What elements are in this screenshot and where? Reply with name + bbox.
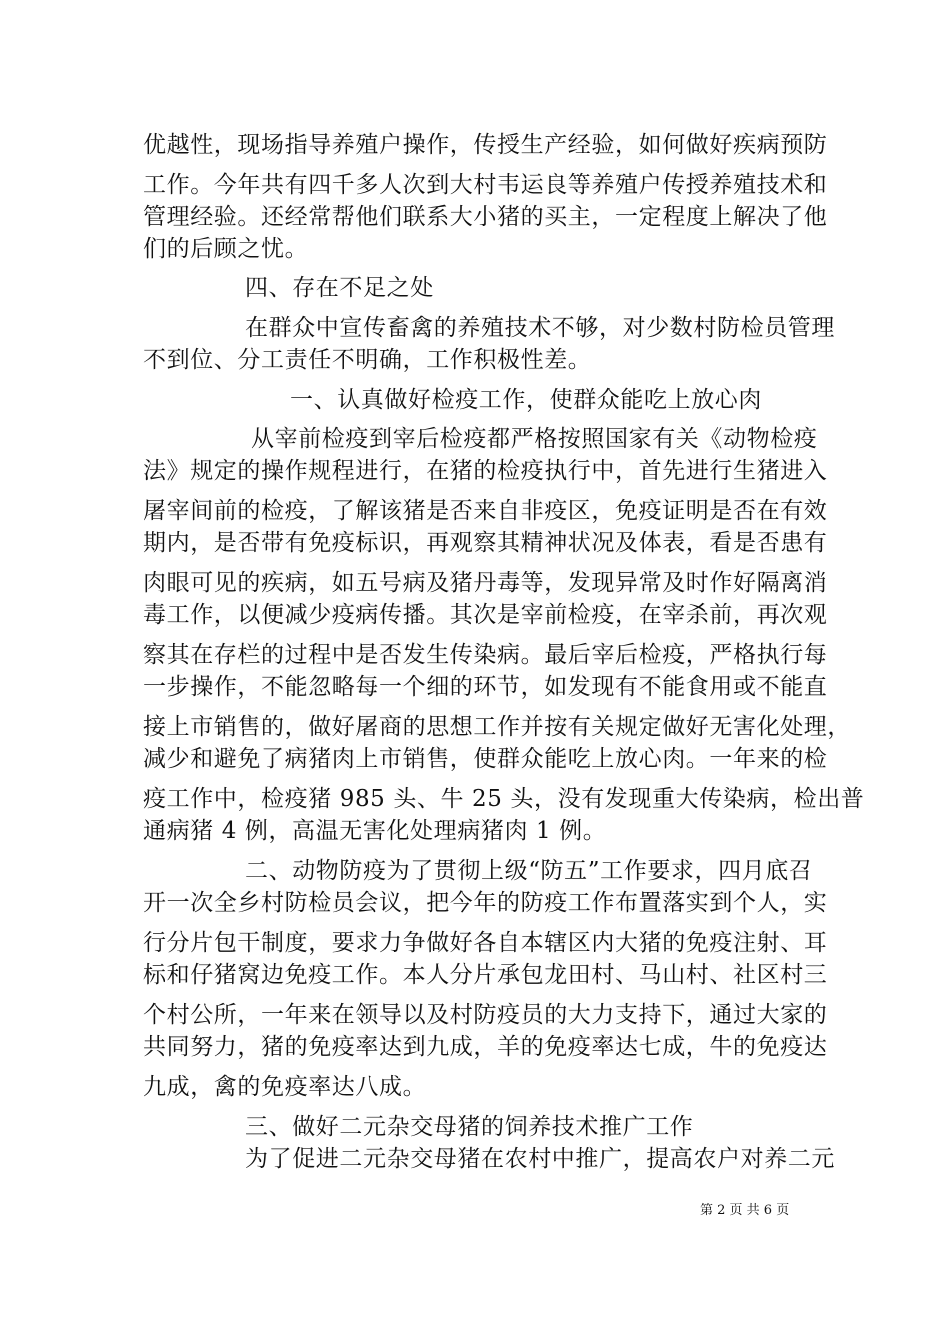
text-line: 共同努力，猪的免疫率达到九成，羊的免疫率达七成，牛的免疫达 — [143, 1034, 828, 1060]
page-number-footer: 第 2 页 共 6 页 — [700, 1203, 790, 1218]
text-line: 毒工作，以便减少疫病传播。其次是宰前检疫，在宰杀前，再次观 — [143, 602, 828, 628]
text-line: 肉眼可见的疾病，如五号病及猪丹毒等，发现异常及时作好隔离消 — [143, 570, 828, 596]
text-line: 们的后顾之忧。 — [143, 236, 309, 262]
text-line: 优越性，现场指导养殖户操作，传授生产经验，如何做好疾病预防 — [143, 132, 828, 158]
text-line: 管理经验。还经常帮他们联系大小猪的买主，一定程度上解决了他 — [143, 204, 828, 230]
text-line: 工作。今年共有四千多人次到大村韦运良等养殖户传授养殖技术和 — [143, 172, 828, 198]
text-line: 在群众中宣传畜禽的养殖技术不够，对少数村防检员管理 — [245, 315, 835, 341]
text-line: 开一次全乡村防检员会议，把今年的防疫工作布置落实到个人，实 — [143, 890, 828, 916]
text-line: 一步操作，不能忽略每一个细的环节，如发现有不能食用或不能直 — [143, 674, 828, 700]
text-line: 为了促进二元杂交母猪在农村中推广，提高农户对养二元 — [245, 1146, 835, 1172]
text-line: 察其在存栏的过程中是否发生传染病。最后宰后检疫，严格执行每 — [143, 642, 828, 668]
text-line: 标和仔猪窝边免疫工作。本人分片承包龙田村、马山村、社区村三 — [143, 962, 828, 988]
section-heading: 三、做好二元杂交母猪的饲养技术推广工作 — [245, 1114, 694, 1140]
text-line: 个村公所，一年来在领导以及村防疫员的大力支持下，通过大家的 — [143, 1002, 828, 1028]
section-heading: 一、认真做好检疫工作，使群众能吃上放心肉 — [290, 387, 762, 413]
text-line: 通病猪 4 例，高温无害化处理病猪肉 1 例。 — [143, 818, 607, 844]
text-line: 接上市销售的，做好屠商的思想工作并按有关规定做好无害化处理， — [143, 714, 851, 740]
text-line: 屠宰间前的检疫，了解该猪是否来自非疫区，免疫证明是否在有效 — [143, 498, 828, 524]
section-heading: 四、存在不足之处 — [245, 275, 434, 301]
text-line: 减少和避免了病猪肉上市销售，使群众能吃上放心肉。一年来的检 — [143, 746, 828, 772]
text-line: 九成，禽的免疫率达八成。 — [143, 1074, 427, 1100]
text-line: 法》规定的操作规程进行，在猪的检疫执行中，首先进行生猪进入 — [143, 458, 828, 484]
text-line: 从宰前检疫到宰后检疫都严格按照国家有关《动物检疫 — [251, 426, 818, 452]
section-heading: 二、动物防疫为了贯彻上级“防五”工作要求，四月底召 — [245, 858, 813, 884]
text-line: 疫工作中，检疫猪 985 头、牛 25 头，没有发现重大传染病，检出普 — [143, 786, 865, 812]
text-line: 不到位、分工责任不明确，工作积极性差。 — [143, 347, 592, 373]
text-line: 期内，是否带有免疫标识，再观察其精神状况及体表，看是否患有 — [143, 530, 828, 556]
text-line: 行分片包干制度，要求力争做好各自本辖区内大猪的免疫注射、耳 — [143, 930, 828, 956]
